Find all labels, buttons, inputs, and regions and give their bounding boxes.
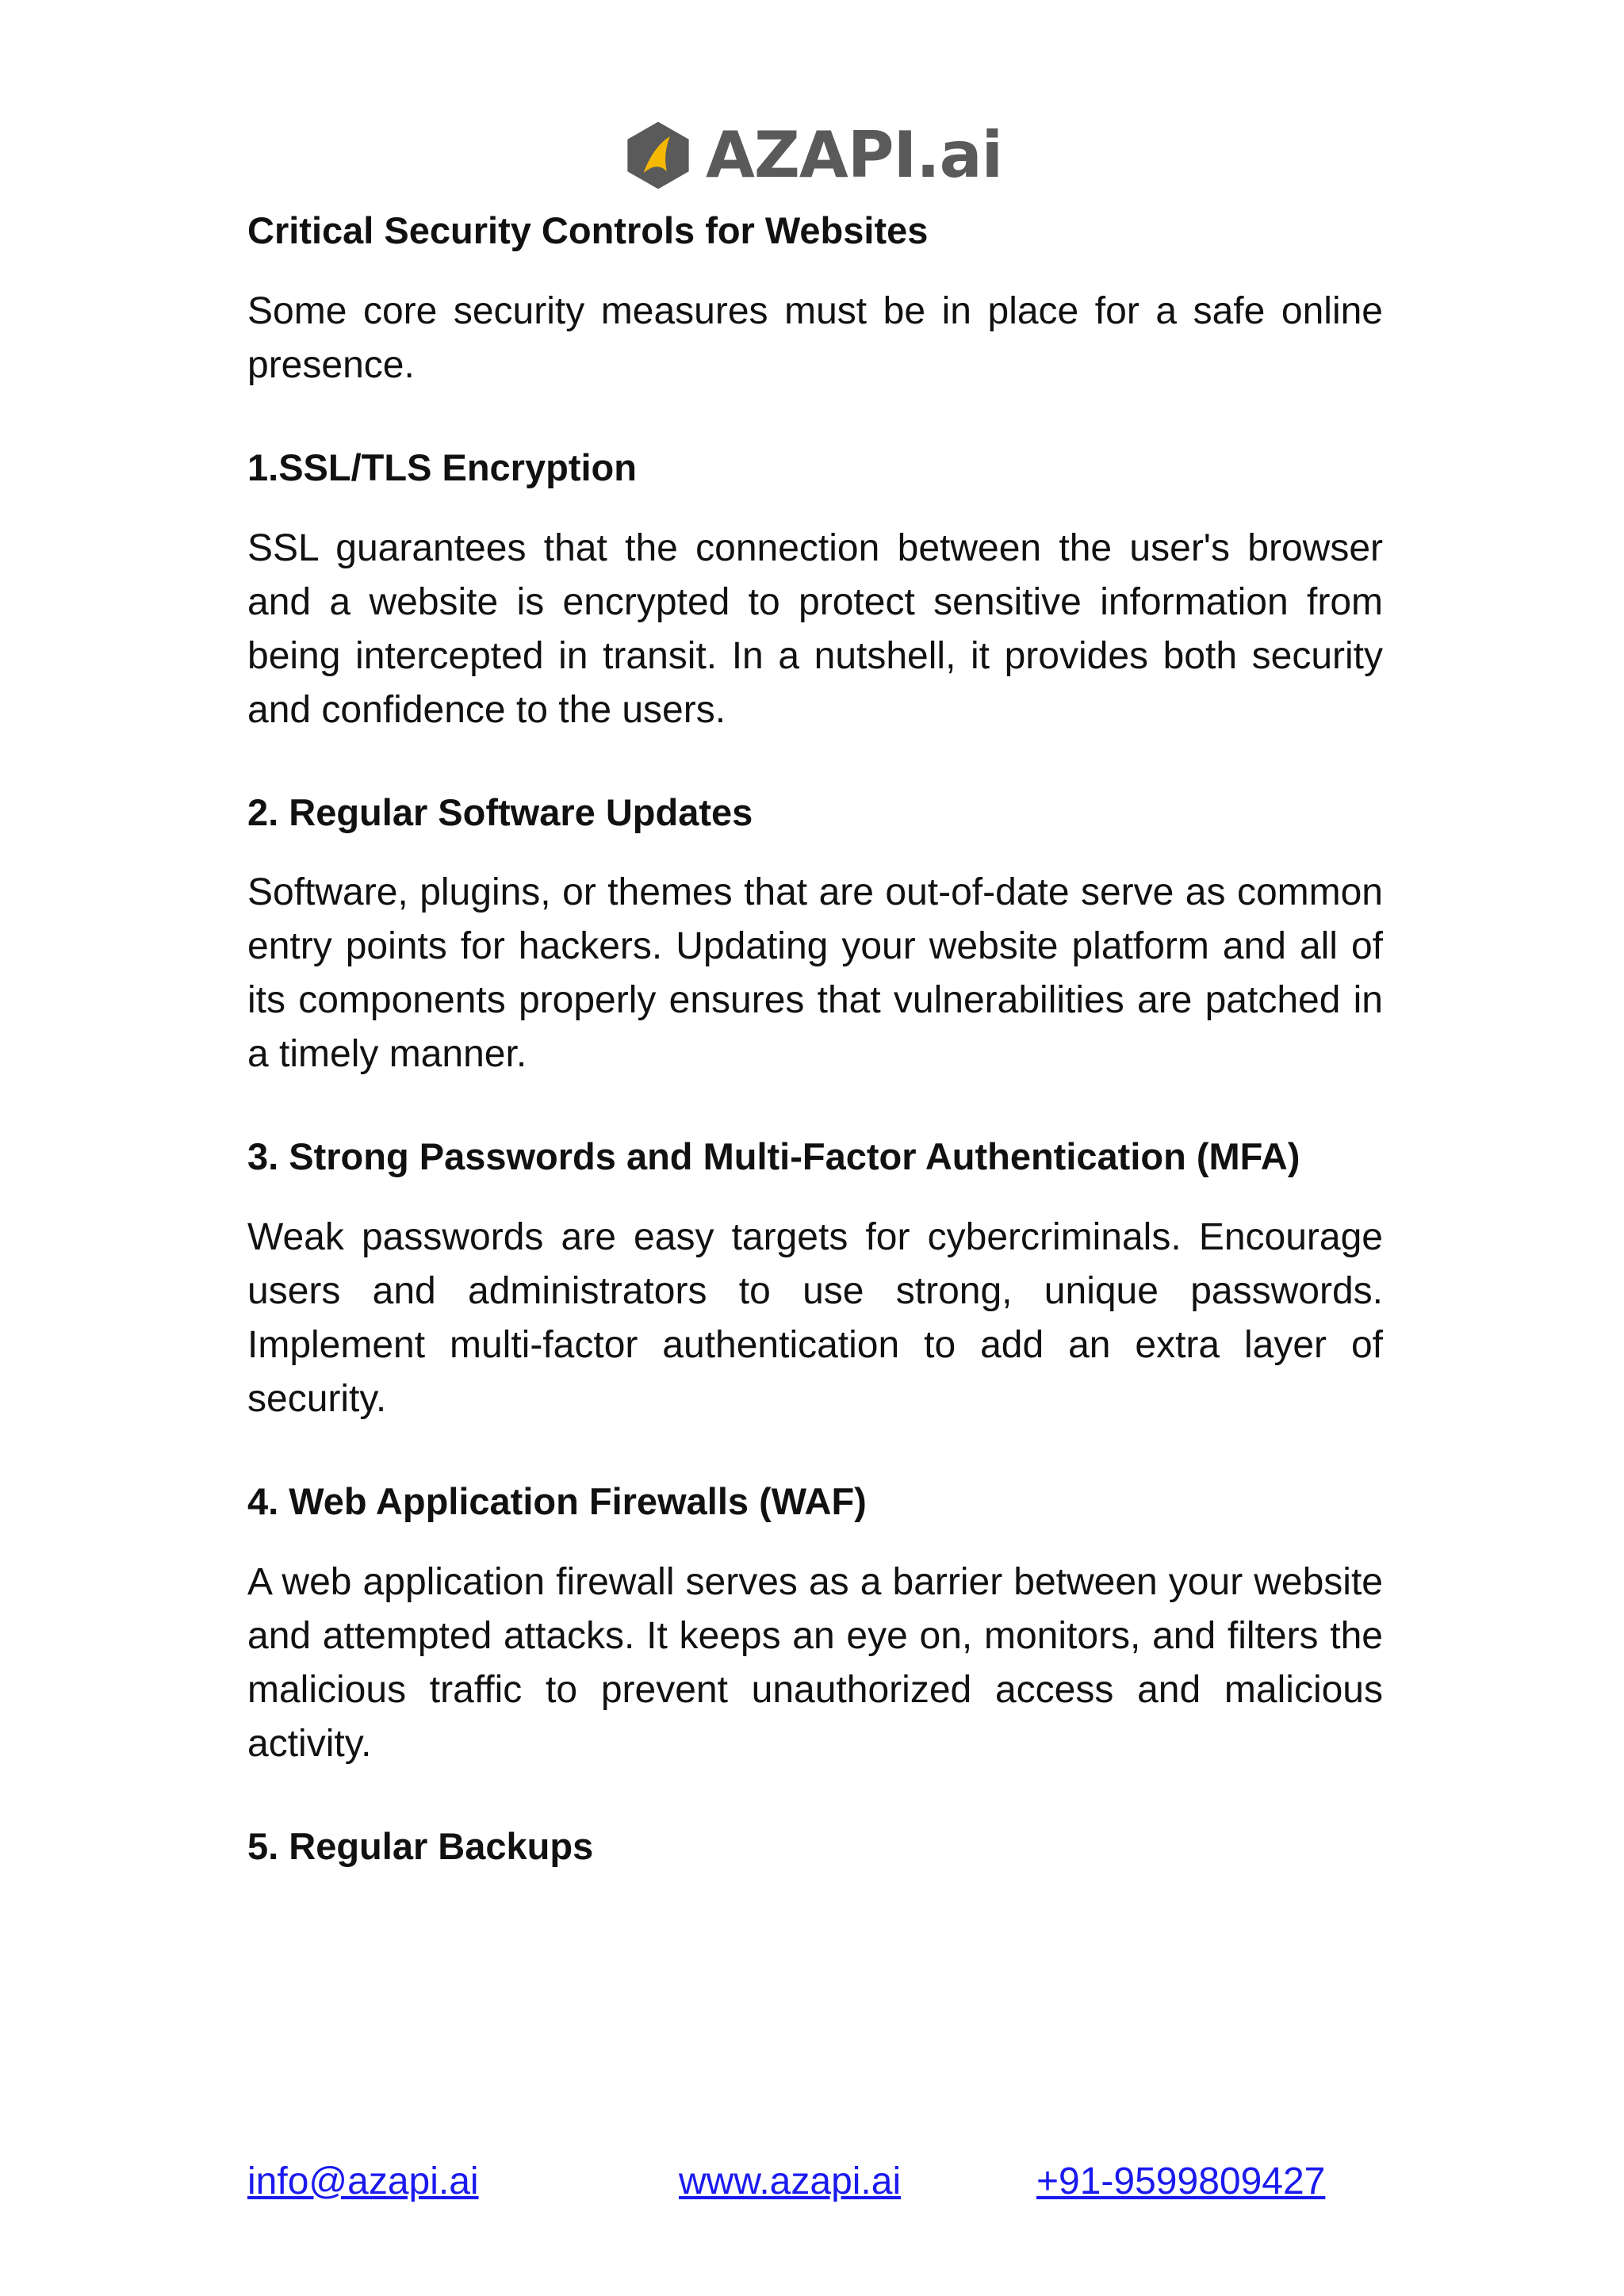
section-body-waf: A web application firewall serves as a barrier between your website and attempted attacks. It keeps an eye on, monitors, and filters the malicious traffic to prevent unauthorized access and malicious activity. xyxy=(247,1560,1383,1765)
footer-website-link[interactable]: www.azapi.ai xyxy=(679,2160,902,2202)
footer-phone-link[interactable]: +91-9599809427 xyxy=(1036,2160,1326,2202)
section-heading-waf: 4. Web Application Firewalls (WAF) xyxy=(247,1480,867,1522)
brand-logo xyxy=(0,119,1624,192)
azapi-logo-icon xyxy=(622,119,695,192)
section-body-ssl: SSL guarantees that the connection between the user's browser and a website is encrypted to protect sensitive information from being intercepted in transit. In a nutshell, it provides both security and confidence to the users. xyxy=(247,526,1383,731)
document-body xyxy=(247,208,1383,1900)
section-body-updates: Software, plugins, or themes that are out-of-date serve as common entry points for hackers. Updating your website platform and all of its components properly ensures that vulnerabilities are patched in a timely manner. xyxy=(247,871,1383,1076)
section-heading-passwords: 3. Strong Passwords and Multi-Factor Authentication (MFA) xyxy=(247,1135,1300,1178)
section-body-passwords: Weak passwords are easy targets for cybercriminals. Encourage users and administrators to use strong, unique passwords. Implement multi-factor authentication to add an extra layer of security. xyxy=(247,1216,1383,1420)
footer-email-link[interactable]: info@azapi.ai xyxy=(247,2160,479,2202)
logo-text: AZAPI.ai xyxy=(705,118,1003,192)
intro-paragraph: Some core security measures must be in place for a safe online presence. xyxy=(247,289,1383,386)
document-title: Critical Security Controls for Websites xyxy=(247,209,929,251)
section-heading-ssl: 1.SSL/TLS Encryption xyxy=(247,446,637,488)
section-heading-backups: 5. Regular Backups xyxy=(247,1824,594,1867)
section-heading-updates: 2. Regular Software Updates xyxy=(247,790,753,833)
